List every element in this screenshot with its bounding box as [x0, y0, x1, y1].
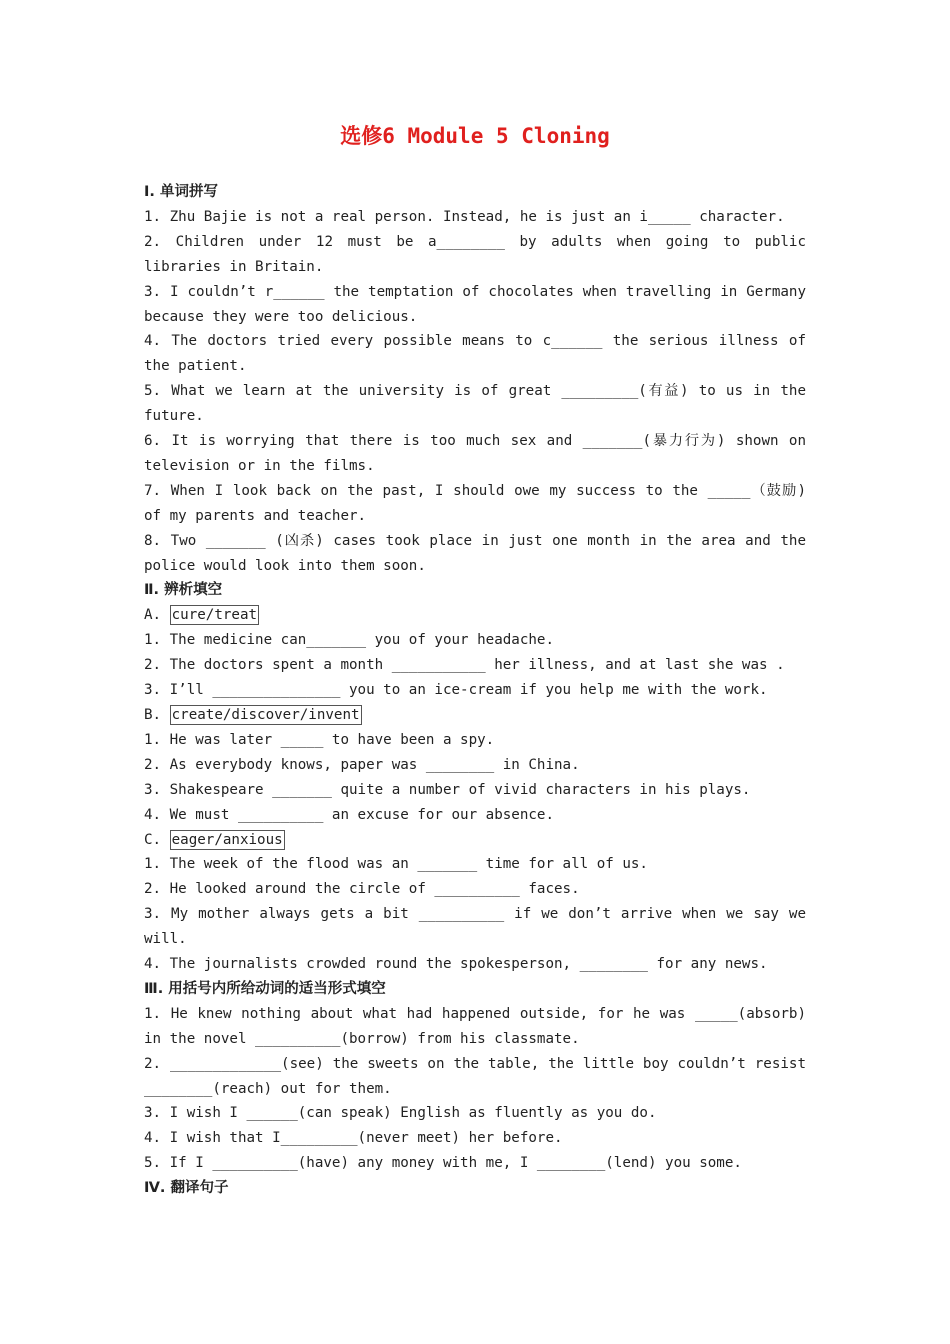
exercise-item: 3. Shakespeare _______ quite a number of vivid characters in his plays.: [144, 781, 751, 798]
exercise-item: 3. I wish I ______(can speak) English as fluently as you do.: [144, 1105, 657, 1122]
exercise-item: 5. What we learn at the university is of great _________(有益) to us in the future.: [144, 383, 806, 425]
word-group-a: [144, 603, 806, 628]
exercise-item: 1. He knew nothing about what had happened outside, for he was _____(absorb) in the novel __________(borrow) from his classmate.: [144, 1005, 806, 1047]
section-heading-3: Ⅲ. 用括号内所给动词的适当形式填空: [144, 980, 386, 997]
exercise-item: 4. I wish that I_________(never meet) her before.: [144, 1130, 563, 1147]
exercise-item: 4. The doctors tried every possible means to c______ the serious illness of the patient.: [144, 333, 806, 375]
exercise-item: 2. _____________(see) the sweets on the table, the little boy couldn’t resist ________(reach) out for them.: [144, 1055, 806, 1097]
exercise-item: 1. The week of the flood was an _______ time for all of us.: [144, 856, 648, 873]
word-box: create/discover/invent: [171, 707, 360, 723]
exercise-item: 2. The doctors spent a month ___________ her illness, and at last she was .: [144, 657, 785, 674]
exercise-item: 1. The medicine can_______ you of your headache.: [144, 632, 554, 649]
exercise-item: 4. The journalists crowded round the spokesperson, ________ for any news.: [144, 956, 768, 973]
exercise-item: 1. Zhu Bajie is not a real person. Instead, he is just an i_____ character.: [144, 208, 785, 225]
worksheet: [144, 118, 806, 1201]
page-title: 选修6 Module 5 Cloning: [340, 124, 610, 148]
exercise-item: 3. My mother always gets a bit __________ if we don’t arrive when we say we will.: [144, 906, 806, 948]
section-heading-4: Ⅳ. 翻译句子: [144, 1180, 229, 1197]
exercise-item: 8. Two _______ (凶杀) cases took place in just one month in the area and the police would look into them soon.: [144, 532, 806, 574]
word-box: cure/treat: [171, 607, 258, 624]
exercise-item: 3. I couldn’t r______ the temptation of chocolates when travelling in Germany because they were too delicious.: [144, 283, 806, 325]
exercise-item: 6. It is worrying that there is too much sex and _______(暴力行为) shown on television or in the films.: [144, 433, 806, 474]
exercise-item: 4. We must __________ an excuse for our absence.: [144, 806, 554, 823]
exercise-item: 2. Children under 12 must be a________ by adults when going to public libraries in Britain.: [144, 233, 806, 275]
section-heading-1: Ⅰ. 单词拼写: [144, 184, 218, 200]
word-group-c: [144, 828, 806, 853]
exercise-item: 2. He looked around the circle of __________ faces.: [144, 881, 580, 898]
exercise-item: 2. As everybody knows, paper was ________ in China.: [144, 756, 580, 773]
group-label: C.: [144, 831, 162, 848]
exercise-item: 3. I’ll _______________ you to an ice-cream if you help me with the work.: [144, 682, 768, 699]
section-heading-2: Ⅱ. 辨析填空: [144, 582, 223, 599]
exercise-item: 7. When I look back on the past, I should owe my success to the _____（鼓励) of my parents and teacher.: [144, 482, 806, 524]
word-group-b: [144, 703, 806, 728]
group-label: A.: [144, 607, 162, 624]
exercise-item: 1. He was later _____ to have been a spy.: [144, 731, 495, 748]
exercise-item: 5. If I __________(have) any money with me, I ________(lend) you some.: [144, 1155, 742, 1172]
group-label: B.: [144, 707, 162, 723]
word-box: eager/anxious: [171, 831, 283, 848]
